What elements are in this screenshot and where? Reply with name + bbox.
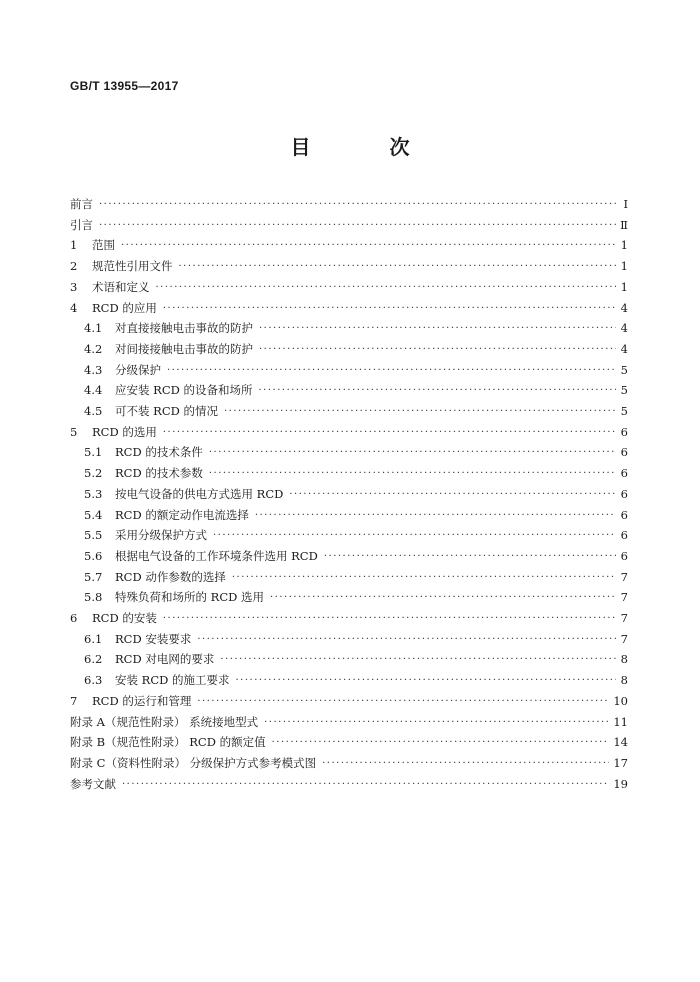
toc-leader-dots xyxy=(163,613,616,625)
toc-entry[interactable] xyxy=(70,232,628,252)
toc-entry-label: RCD 的应用 xyxy=(92,300,157,315)
toc-entry-label: 采用分级保护方式 xyxy=(115,528,207,543)
toc-leader-dots xyxy=(209,447,616,459)
toc-entry-page: 6 xyxy=(620,486,628,501)
toc-entry-page: 5 xyxy=(620,404,628,418)
toc-entry-number: 4.5 xyxy=(84,404,103,418)
toc-entry-page: 1 xyxy=(620,259,628,274)
toc-entry-number: 5.2 xyxy=(84,466,103,481)
toc-leader-dots xyxy=(209,468,616,480)
toc-entry-label: 安装 RCD 的施工要求 xyxy=(115,673,230,688)
toc-leader-dots xyxy=(156,282,617,294)
toc-entry-page: 5 xyxy=(620,383,628,398)
toc-leader-dots xyxy=(289,489,616,501)
toc-entry[interactable] xyxy=(84,564,628,584)
toc-leader-dots xyxy=(213,530,616,542)
toc-entry-page: Ⅱ xyxy=(620,217,628,232)
toc-entry-number: 5.8 xyxy=(84,590,103,605)
toc-entry-number: 4.2 xyxy=(84,341,103,356)
toc-entry-page: 7 xyxy=(620,611,628,625)
toc-entry-number: 2 xyxy=(70,259,78,274)
toc-entry[interactable] xyxy=(70,750,628,770)
toc-entry-number: 7 xyxy=(70,693,78,708)
toc-leader-dots xyxy=(163,427,616,439)
toc-entry-label: 附录 C（资料性附录） 分级保护方式参考模式图 xyxy=(70,755,317,770)
toc-leader-dots xyxy=(322,758,609,770)
toc-entry-number: 5.5 xyxy=(84,528,103,543)
toc-entry-label: RCD 安装要求 xyxy=(115,631,192,646)
toc-entry-page: 4 xyxy=(620,300,628,315)
toc-entry[interactable] xyxy=(84,667,628,687)
toc-entry[interactable] xyxy=(84,543,628,563)
toc-entry[interactable] xyxy=(70,212,628,232)
toc-entry-number: 4.3 xyxy=(84,362,103,377)
toc-entry-number: 4 xyxy=(70,300,78,315)
toc-entry-label: 术语和定义 xyxy=(92,279,150,294)
toc-entry-page: 5 xyxy=(620,362,628,377)
toc-leader-dots xyxy=(224,406,616,418)
toc-entry-number: 6.3 xyxy=(84,673,103,688)
toc-entry[interactable] xyxy=(70,729,628,749)
toc-leader-dots xyxy=(163,303,616,315)
toc-entry-label: 引言 xyxy=(70,217,93,232)
toc-entry-number: 1 xyxy=(70,238,78,253)
toc-leader-dots xyxy=(179,261,617,273)
toc-entry[interactable] xyxy=(70,274,628,294)
toc-entry[interactable] xyxy=(84,336,628,356)
toc-entry-page: 6 xyxy=(620,466,628,481)
toc-entry-label: 前言 xyxy=(70,197,93,211)
toc-entry-number: 6 xyxy=(70,611,78,625)
toc-entry[interactable] xyxy=(84,522,628,542)
toc-entry-page: 6 xyxy=(620,548,628,563)
toc-entry-page: 4 xyxy=(620,341,628,356)
toc-entry-label: 范围 xyxy=(92,238,115,253)
toc-entry[interactable] xyxy=(84,439,628,459)
toc-entry-label: 附录 A（规范性附录） 系统接地型式 xyxy=(70,714,259,729)
toc-entry-number: 4.1 xyxy=(84,321,103,336)
toc-entry[interactable] xyxy=(84,626,628,646)
toc-entry[interactable] xyxy=(70,688,628,708)
toc-entry-label: 根据电气设备的工作环境条件选用 RCD xyxy=(115,548,318,563)
toc-entry-label: 分级保护 xyxy=(115,362,161,377)
toc-entry-label: RCD 的运行和管理 xyxy=(92,693,192,708)
toc-entry[interactable] xyxy=(84,646,628,666)
toc-entry[interactable] xyxy=(84,398,628,418)
toc-entry-page: 17 xyxy=(613,755,628,770)
toc-entry[interactable] xyxy=(70,709,628,729)
toc-entry-number: 6.2 xyxy=(84,652,103,667)
toc-entry-number: 5 xyxy=(70,424,78,439)
toc-entry-page: 10 xyxy=(613,693,628,708)
toc-leader-dots xyxy=(324,551,616,563)
toc-leader-dots xyxy=(167,365,616,377)
toc-leader-dots xyxy=(121,240,616,252)
toc-entry[interactable] xyxy=(84,584,628,604)
toc-entry-page: 7 xyxy=(620,590,628,605)
toc-entry-label: RCD 动作参数的选择 xyxy=(115,569,226,584)
toc-leader-dots xyxy=(197,696,609,708)
toc-entry-page: 19 xyxy=(613,776,628,791)
toc-entry-label: RCD 的安装 xyxy=(92,611,157,625)
toc-entry-page: 6 xyxy=(620,507,628,522)
toc-entry-page: 1 xyxy=(620,238,628,253)
toc-leader-dots xyxy=(259,323,616,335)
toc-entry[interactable] xyxy=(84,460,628,480)
toc-entry[interactable] xyxy=(70,771,628,791)
toc-entry-page: Ⅰ xyxy=(623,197,628,211)
toc-entry[interactable] xyxy=(84,315,628,335)
toc-entry[interactable] xyxy=(70,605,628,625)
toc-leader-dots xyxy=(99,199,616,211)
toc-entry-page: 11 xyxy=(613,714,628,729)
toc-entry-label: RCD 的技术条件 xyxy=(115,445,203,460)
toc-entry-label: 按电气设备的供电方式选用 RCD xyxy=(115,486,284,501)
toc-entry-label: RCD 的技术参数 xyxy=(115,466,203,481)
toc-entry-label: 对间接接触电击事故的防护 xyxy=(115,341,253,356)
toc-entry-label: 附录 B（规范性附录） RCD 的额定值 xyxy=(70,735,266,750)
toc-entry[interactable] xyxy=(70,295,628,315)
toc-entry[interactable] xyxy=(70,191,628,211)
toc-entry-page: 7 xyxy=(620,569,628,584)
toc-entry-page: 6 xyxy=(620,445,628,460)
toc-leader-dots xyxy=(270,592,616,604)
toc-leader-dots xyxy=(197,634,616,646)
toc-entry-page: 4 xyxy=(620,321,628,336)
toc-leader-dots xyxy=(122,779,609,791)
toc-entry[interactable] xyxy=(84,481,628,501)
page-title: 目 次 xyxy=(290,135,446,159)
toc-entry-label: 规范性引用文件 xyxy=(92,259,173,274)
toc-entry[interactable] xyxy=(84,377,628,397)
toc-leader-dots xyxy=(259,385,617,397)
toc-entry-label: RCD 的额定动作电流选择 xyxy=(115,507,249,522)
toc-entry[interactable] xyxy=(84,502,628,522)
toc-entry[interactable] xyxy=(70,253,628,273)
toc-entry-number: 6.1 xyxy=(84,631,103,646)
standard-code: GB/T 13955—2017 xyxy=(70,79,179,93)
toc-leader-dots xyxy=(220,654,616,666)
toc-entry-label: 特殊负荷和场所的 RCD 选用 xyxy=(115,590,264,605)
toc-leader-dots xyxy=(232,572,616,584)
toc-entry-label: 应安装 RCD 的设备和场所 xyxy=(115,383,253,398)
toc-entry-number: 5.3 xyxy=(84,486,103,501)
toc-entry-page: 8 xyxy=(620,652,628,667)
toc-entry-number: 4.4 xyxy=(84,383,103,398)
toc-entry-page: 6 xyxy=(620,424,628,439)
toc-entry-label: 参考文献 xyxy=(70,776,116,791)
toc-entry-label: RCD 对电网的要求 xyxy=(115,652,215,667)
toc-leader-dots xyxy=(272,737,610,749)
toc-entry-page: 6 xyxy=(620,528,628,543)
toc-leader-dots xyxy=(236,675,617,687)
toc-entry-label: RCD 的选用 xyxy=(92,424,157,439)
toc-entry-number: 3 xyxy=(70,279,78,294)
toc-leader-dots xyxy=(255,510,616,522)
toc-entry[interactable] xyxy=(70,419,628,439)
toc-entry-page: 14 xyxy=(613,735,628,750)
toc-entry-number: 5.1 xyxy=(84,445,103,460)
toc-entry-page: 7 xyxy=(620,631,628,646)
toc-entry[interactable] xyxy=(84,357,628,377)
toc-leader-dots xyxy=(259,344,616,356)
toc-entry-label: 可不装 RCD 的情况 xyxy=(115,404,218,418)
toc-entry-number: 5.4 xyxy=(84,507,103,522)
toc-entry-page: 1 xyxy=(620,279,628,294)
toc-entry-page: 8 xyxy=(620,673,628,688)
toc-entry-label: 对直接接触电击事故的防护 xyxy=(115,321,253,336)
toc-leader-dots xyxy=(264,717,609,729)
toc-leader-dots xyxy=(99,220,616,232)
toc-entry-number: 5.6 xyxy=(84,548,103,563)
toc-entry-number: 5.7 xyxy=(84,569,103,584)
